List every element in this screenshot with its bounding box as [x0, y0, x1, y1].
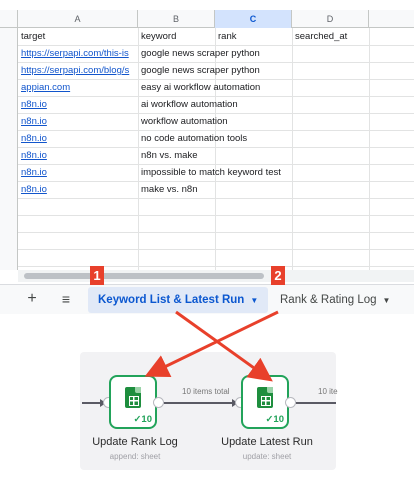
horizontal-scrollbar[interactable] [18, 270, 414, 282]
chevron-down-icon[interactable]: ▼ [250, 296, 259, 305]
column-header-a[interactable]: A [18, 10, 138, 28]
node-subtitle: append: sheet [109, 452, 161, 461]
target-link[interactable]: n8n.io [21, 184, 47, 195]
target-link[interactable]: n8n.io [21, 167, 47, 178]
add-sheet-icon[interactable]: + [27, 290, 37, 307]
table-row [0, 181, 414, 198]
tab-label: Keyword List & Latest Run [98, 294, 245, 306]
corner-cell[interactable] [0, 10, 18, 28]
keyword-cell[interactable]: make vs. n8n [141, 184, 198, 195]
callout-badge-1: 1 [90, 266, 104, 285]
tab-keyword-list-latest-run[interactable] [88, 287, 268, 313]
edge-label: 10 ite [318, 387, 338, 396]
keyword-cell[interactable]: google news scraper python [141, 48, 260, 59]
table-row [0, 147, 414, 164]
keyword-cell[interactable]: n8n vs. make [141, 150, 198, 161]
tab-label: Rank & Rating Log [280, 294, 377, 306]
edge-label: 10 items total [182, 387, 230, 396]
node-subtitle: update: sheet [242, 452, 292, 461]
output-port[interactable] [153, 397, 164, 408]
keyword-cell[interactable]: impossible to match keyword test [141, 167, 281, 178]
grid-line [18, 266, 414, 267]
chevron-down-icon[interactable]: ▼ [382, 296, 391, 305]
header-cell-rank[interactable]: rank [218, 31, 237, 42]
table-row [0, 130, 414, 147]
google-sheets-icon [257, 387, 273, 408]
node-update-rank-log[interactable] [109, 375, 157, 429]
header-cell-keyword[interactable]: keyword [141, 31, 177, 42]
connection-line [296, 402, 336, 404]
keyword-cell[interactable]: ai workflow automation [141, 99, 238, 110]
column-header-c[interactable]: C [215, 10, 292, 28]
callout-badge-2: 2 [271, 266, 285, 285]
column-header-bar [0, 10, 414, 28]
table-row [0, 79, 414, 96]
connection-line [164, 402, 236, 404]
google-sheets-icon [125, 387, 141, 408]
node-title: Update Rank Log [92, 436, 178, 448]
table-row [0, 45, 414, 62]
tab-rank-rating-log[interactable] [270, 287, 414, 313]
table-row [0, 164, 414, 181]
keyword-cell[interactable]: easy ai workflow automation [141, 82, 261, 93]
target-link[interactable]: appian.com [21, 82, 71, 93]
header-cell-searched-at[interactable]: searched_at [295, 31, 348, 42]
keyword-cell[interactable]: google news scraper python [141, 65, 260, 76]
target-link[interactable]: n8n.io [21, 116, 47, 127]
column-header-e[interactable] [369, 10, 414, 28]
grid-line [18, 215, 414, 216]
column-header-b[interactable]: B [138, 10, 215, 28]
table-row [0, 62, 414, 79]
keyword-cell[interactable]: workflow automation [141, 116, 228, 127]
grid-line [18, 198, 414, 199]
grid-line [18, 249, 414, 250]
target-link[interactable]: n8n.io [21, 133, 47, 144]
target-link[interactable]: https://serpapi.com/this-is [21, 48, 129, 59]
node-title: Update Latest Run [221, 436, 313, 448]
node-update-latest-run[interactable] [241, 375, 289, 429]
grid-line [18, 232, 414, 233]
table-row [0, 96, 414, 113]
target-link[interactable]: https://serpapi.com/blog/s [21, 65, 130, 76]
keyword-cell[interactable]: no code automation tools [141, 133, 248, 144]
table-row [0, 113, 414, 130]
target-link[interactable]: n8n.io [21, 150, 47, 161]
item-count: ✓10 [133, 414, 152, 425]
workflow-canvas[interactable] [80, 352, 336, 470]
header-cell-target[interactable]: target [21, 31, 46, 42]
item-count: ✓10 [265, 414, 284, 425]
target-link[interactable]: n8n.io [21, 99, 47, 110]
output-port[interactable] [285, 397, 296, 408]
sheet-tab-bar [0, 284, 414, 314]
all-sheets-menu-icon[interactable]: ≡ [61, 291, 71, 307]
table-header-row [0, 28, 414, 45]
column-header-d[interactable]: D [292, 10, 369, 28]
scrollbar-thumb[interactable] [24, 273, 264, 279]
